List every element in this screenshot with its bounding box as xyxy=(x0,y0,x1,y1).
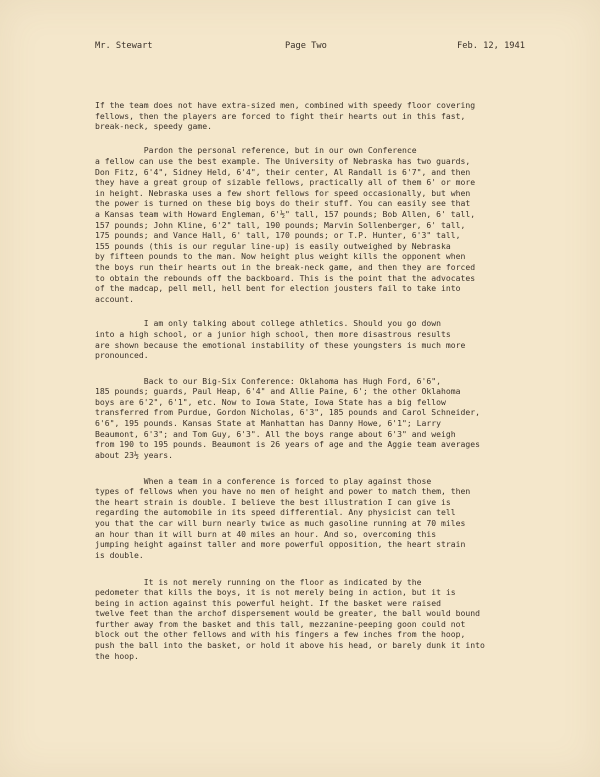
text-line: transferred from Purdue, Gordon Nicholas, 6'3", 185 pounds and Carol Schneider, xyxy=(95,407,480,418)
text-line: about 23½ years. xyxy=(95,449,173,460)
letter-date: Feb. 12, 1941 xyxy=(457,41,525,51)
letter-body xyxy=(95,100,530,677)
paragraph xyxy=(95,577,530,662)
text-line: the hoop. xyxy=(95,650,139,661)
text-line: twelve feet than the archof dispersement would be greater, the ball would bound xyxy=(95,608,480,619)
text-line: I am only talking about college athletics. Should you go down xyxy=(95,318,441,329)
text-line: regarding the automobile in its speed differential. Any physicist can tell xyxy=(95,507,456,518)
text-line: they have a great group of sizable fellows, practically all of them 6' or more xyxy=(95,177,476,188)
text-line: a fellow can use the best example. The University of Nebraska has two guards, xyxy=(95,155,471,166)
text-line: boys are 6'2", 6'1", etc. Now to Iowa State, Iowa State has a big fellow xyxy=(95,396,446,407)
text-line: push the ball into the basket, or hold it above his head, or barely dunk it into xyxy=(95,640,485,651)
text-line: the heart strain is double. I believe the best illustration I can give is xyxy=(95,496,451,507)
text-line: If the team does not have extra-sized men, combined with speedy floor covering xyxy=(95,100,476,110)
text-line: is double. xyxy=(95,549,144,560)
text-line: you that the car will burn nearly twice as much gasoline running at 70 miles xyxy=(95,517,466,528)
text-line: Pardon the personal reference, but in our own Conference xyxy=(95,145,417,156)
letter-header xyxy=(95,40,525,54)
text-line: fellows, then the players are forced to fight their hearts out in this fast, xyxy=(95,110,466,121)
text-line: from 190 to 195 pounds. Beaumont is 26 years of age and the Aggie team averages xyxy=(95,439,480,450)
paragraph xyxy=(95,376,530,461)
paragraph xyxy=(95,145,530,304)
paragraph xyxy=(95,476,530,561)
text-line: in height. Nebraska uses a few short fellows for speed occasionally, but when xyxy=(95,187,471,198)
text-line: It is not merely running on the floor as indicated by the xyxy=(95,576,422,587)
paragraph xyxy=(95,318,530,360)
text-line: the boys run their hearts out in the break-neck game, and then they are forced xyxy=(95,261,476,272)
text-line: Don Fitz, 6'4", Sidney Held, 6'4", their center, Al Randall is 6'7", and then xyxy=(95,166,471,177)
page-number: Page Two xyxy=(285,41,327,51)
text-line: types of fellows when you have no men of height and power to match them, then xyxy=(95,486,471,497)
text-line: pronounced. xyxy=(95,350,149,361)
text-line: 185 pounds; guards, Paul Heap, 6'4" and Allie Paine, 6'; the other Oklahoma xyxy=(95,386,461,397)
text-line: account. xyxy=(95,293,134,304)
text-line: the power is turned on these big boys do their stuff. You can easily see that xyxy=(95,198,471,209)
text-line: are shown because the emotional instability of these youngsters is much more xyxy=(95,339,466,350)
text-line: 175 pounds; and Vance Hall, 6' tall, 170 pounds; or T.P. Hunter, 6'3" tall, xyxy=(95,230,461,241)
paragraph xyxy=(95,100,530,132)
text-line: When a team in a conference is forced to play against those xyxy=(95,475,432,486)
text-line: further away from the basket and this tall, mezzanine-peeping goon could not xyxy=(95,618,466,629)
text-line: an hour than it will burn at 40 miles an hour. And so, overcoming this xyxy=(95,528,437,539)
recipient-name: Mr. Stewart xyxy=(95,41,153,51)
text-line: by fifteen pounds to the man. Now height plus weight kills the opponent when xyxy=(95,251,466,262)
text-line: jumping height against taller and more powerful opposition, the heart strain xyxy=(95,539,466,550)
text-line: Beaumont, 6'3"; and Tom Guy, 6'3". All the boys range about 6'3" and weigh xyxy=(95,428,456,439)
text-line: 6'6", 195 pounds. Kansas State at Manhattan has Danny Howe, 6'1"; Larry xyxy=(95,418,441,429)
text-line: to obtain the rebounds off the backboard. This is the point that the advocates xyxy=(95,272,476,283)
text-line: into a high school, or a junior high school, then more disastrous results xyxy=(95,329,451,340)
text-line: 155 pounds (this is our regular line-up) is easily outweighed by Nebraska xyxy=(95,240,451,251)
text-line: of the madcap, pell mell, hell bent for election jousters fail to take into xyxy=(95,283,461,294)
text-line: pedometer that kills the boys, it is not merely being in action, but it is xyxy=(95,587,456,598)
text-line: Back to our Big-Six Conference: Oklahoma has Hugh Ford, 6'6", xyxy=(95,375,441,386)
text-line: break-neck, speedy game. xyxy=(95,121,212,132)
text-line: 157 pounds; John Kline, 6'2" tall, 190 pounds; Marvin Sollenberger, 6' tall, xyxy=(95,219,466,230)
text-line: a Kansas team with Howard Engleman, 6'½" tall, 157 pounds; Bob Allen, 6' tall, xyxy=(95,208,476,219)
text-line: being in action against this powerful height. If the basket were raised xyxy=(95,597,441,608)
text-line: block out the other fellows and with his fingers a few inches from the hoop, xyxy=(95,629,466,640)
